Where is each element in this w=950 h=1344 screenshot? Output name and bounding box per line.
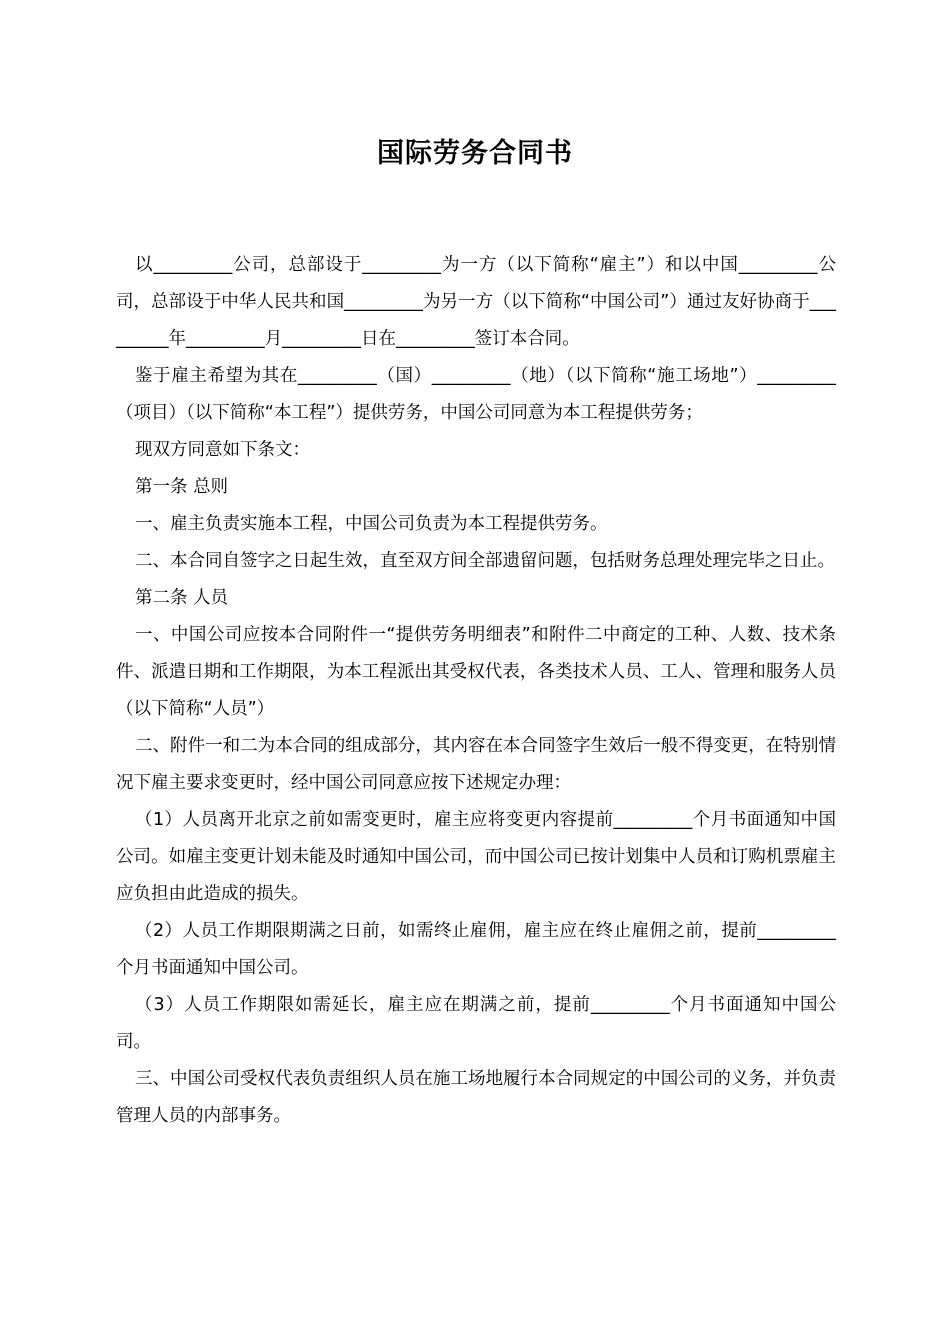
- article-1-clause-2: 二、本合同自签字之日起生效，直至双方间全部遗留问题，包括财务总理处理完毕之日止。: [135, 551, 835, 571]
- article-2-clause-1: 一、中国公司应按本合同附件一“提供劳务明细表”和附件二中商定的工种、人数、技术条件、派遣日期和工作期限，为本工程派出其受权代表，各类技术人员、工人、管理和服务人员（以下简称“人员”）: [116, 625, 836, 719]
- article-2-clause-2: 二、附件一和二为本合同的组成部分，其内容在本合同签字生效后一般不得变更，在特别情况下雇主要求变更时，经中国公司同意应按下述规定办理：: [116, 736, 836, 793]
- article-1-clause-1: 一、雇主负责实施本工程，中国公司负责为本工程提供劳务。: [135, 514, 608, 534]
- article-2-heading: 第二条 人员: [135, 588, 229, 608]
- article-2-clause-3: 三、中国公司受权代表负责组织人员在施工场地履行本合同规定的中国公司的义务，并负责管理人员的内部事务。: [116, 1069, 836, 1126]
- paragraph-whereas: 鉴于雇主希望为其在_________（国）_________（地）（以下简称“施工场地”）_________（项目）（以下简称“本工程”）提供劳务，中国公司同意为本工程提供劳务；: [116, 366, 836, 423]
- paragraph-parties: 以_________公司，总部设于_________为一方（以下简称“雇主”）和以中国_________公司，总部设于中华人民共和国_________为另一方（以下简称“中国公司”）通过友好协商于_________年_________月_________日在_________签订本合同。: [116, 255, 836, 349]
- document-title: 国际劳务合同书: [377, 138, 573, 169]
- document-body: [116, 247, 836, 1135]
- article-1-heading: 第一条 总则: [135, 477, 229, 497]
- article-2-clause-2-item-1: （1）人员离开北京之前如需变更时，雇主应将变更内容提前_________个月书面通知中国公司。如雇主变更计划未能及时通知中国公司，而中国公司已按计划集中人员和订购机票雇主应负担由此造成的损失。: [116, 810, 836, 904]
- article-2-clause-2-item-3: （3）人员工作期限如需延长，雇主应在期满之前，提前_________个月书面通知中国公司。: [116, 995, 836, 1052]
- paragraph-agreement-intro: 现双方同意如下条文：: [135, 440, 310, 460]
- article-2-clause-2-item-2: （2）人员工作期限期满之日前，如需终止雇佣，雇主应在终止雇佣之前，提前_________个月书面通知中国公司。: [116, 921, 836, 978]
